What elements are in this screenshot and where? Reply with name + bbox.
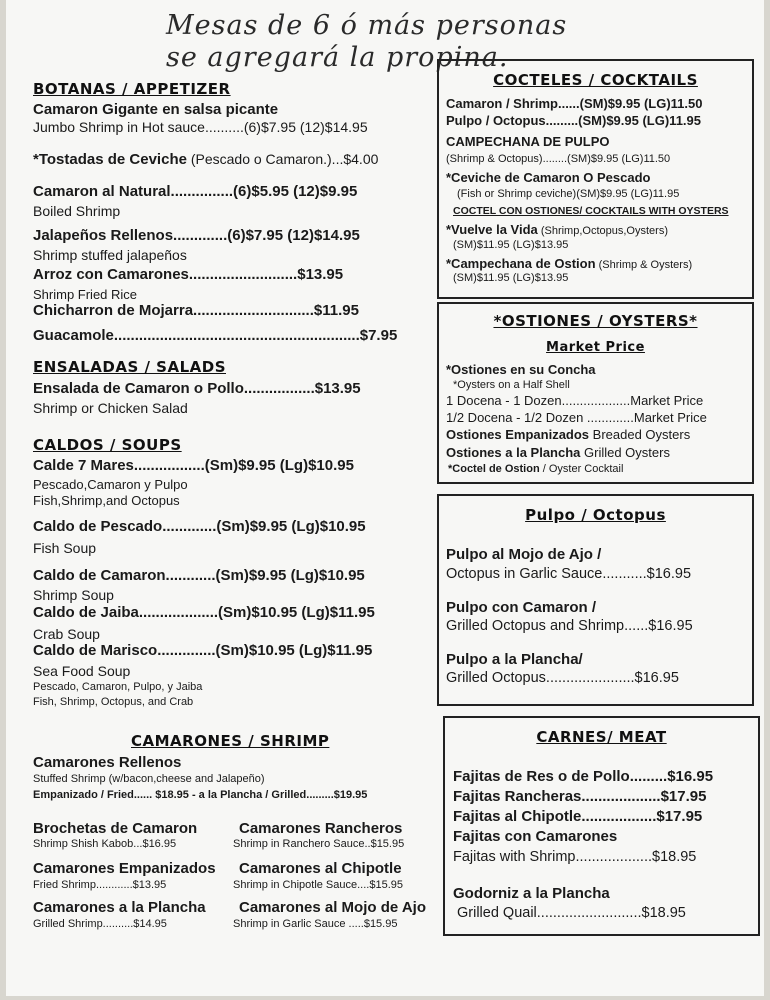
menu-item-name: Chicharron de Mojarra.............................$11.95 [33, 302, 359, 319]
menu-item-name: Calde 7 Mares.................(Sm)$9.95 (Lg)$10.95 [33, 457, 354, 474]
menu-item-name: Camarones al Chipotle [239, 860, 402, 877]
menu-item-desc: Stuffed Shrimp (w/bacon,cheese and Jalapeño) [33, 773, 265, 785]
menu-item-name: *Tostadas de Ceviche [33, 151, 187, 168]
menu-item-desc: Grilled Shrimp..........$14.95 [33, 918, 167, 930]
menu-item-row: 1 Docena - 1 Dozen...................Market Price [446, 393, 704, 408]
shrimp-heading: CAMARONES / SHRIMP [131, 732, 330, 750]
menu-item-name: Caldo de Jaiba...................(Sm)$10.95 (Lg)$11.95 [33, 604, 375, 621]
menu-item-row: Pulpo / Octopus.........(SM)$9.95 (LG)11.95 [446, 113, 701, 128]
menu-item-desc: Grilled Octopus......................$16.95 [446, 670, 679, 686]
menu-item-row [448, 463, 623, 475]
menu-item-row: *Ceviche de Camaron O Pescado [446, 170, 651, 185]
menu-item-desc: Pescado, Camaron, Pulpo, y Jaiba [33, 681, 203, 693]
menu-item-name: Godorniz a la Plancha [453, 885, 610, 902]
menu-item-name: Ostiones a la Plancha [446, 445, 581, 460]
meat-box [443, 716, 760, 936]
menu-item-row: CAMPECHANA DE PULPO [446, 134, 610, 149]
menu-item-name: Camarones a la Plancha [33, 899, 206, 916]
menu-item-price: (Pescado o Camaron.)...$4.00 [186, 151, 379, 167]
menu-item-price: Empanizado / Fried...... $18.95 - a la Plancha / Grilled.........$19.95 [33, 789, 368, 801]
menu-item-desc: Breaded Oysters [589, 427, 691, 442]
menu-item-desc: Shrimp in Garlic Sauce .....$15.95 [233, 918, 398, 930]
handwritten-note-line2: se agregará la propina. [166, 42, 509, 73]
menu-item-desc: Fish,Shrimp,and Octopus [33, 493, 180, 508]
menu-item-name: Fajitas al Chipotle..................$17.95 [453, 808, 703, 825]
menu-item-row: (Shrimp & Octopus)........(SM)$9.95 (LG)11.50 [446, 153, 671, 165]
menu-item-name: Arroz con Camarones..........................$13.95 [33, 266, 344, 283]
menu-item-name: Camarones Empanizados [33, 860, 216, 877]
menu-item-row: 1/2 Docena - 1/2 Dozen .............Market Price [446, 410, 707, 425]
menu-item-name: Caldo de Marisco..............(Sm)$10.95 (Lg)$11.95 [33, 642, 373, 659]
menu-item-row: (SM)$11.95 (LG)$13.95 [453, 239, 569, 251]
cocktails-box [437, 59, 754, 299]
menu-item-name: Camaron al Natural...............(6)$5.95 (12)$9.95 [33, 183, 358, 200]
menu-item-desc: (Shrimp & Oysters) [595, 259, 693, 271]
menu-item-desc: Fried Shrimp............$13.95 [33, 879, 167, 891]
menu-item-name: Camaron Gigante en salsa picante [33, 101, 279, 118]
menu-item-row: (SM)$11.95 (LG)$13.95 [453, 272, 569, 284]
menu-item-desc: Fish, Shrimp, Octopus, and Crab [33, 696, 194, 708]
menu-item-name: *Campechana de Ostion [446, 256, 596, 271]
octopus-heading: Pulpo / Octopus [525, 506, 666, 524]
menu-item-desc: Shrimp in Chipotle Sauce....$15.95 [233, 879, 403, 891]
menu-item-name: *Ostiones en su Concha [446, 362, 596, 377]
salads-heading: ENSALADAS / SALADS [33, 358, 226, 376]
menu-item-row [33, 151, 378, 168]
menu-item-name: Camarones Rancheros [239, 820, 403, 837]
menu-item-name: Caldo de Camaron............(Sm)$9.95 (Lg)$10.95 [33, 567, 365, 584]
menu-item-row [446, 255, 692, 271]
menu-item-desc: Fajitas with Shrimp...................$18.95 [453, 849, 697, 865]
menu-item-name: Ostiones Empanizados [446, 427, 590, 442]
oyster-cocktail-subheading: COCTEL CON OSTIONES/ COCKTAILS WITH OYSTERS [453, 205, 729, 217]
menu-item-name: Pulpo al Mojo de Ajo / [446, 546, 602, 563]
menu-item-desc: Crab Soup [33, 626, 100, 642]
menu-item-name: Pulpo a la Plancha/ [446, 651, 583, 668]
menu-item-name: Fajitas Rancheras...................$17.95 [453, 788, 707, 805]
cocktails-heading: COCTELES / COCKTAILS [493, 71, 698, 89]
meat-heading: CARNES/ MEAT [536, 728, 667, 746]
menu-item-name: Brochetas de Camaron [33, 820, 198, 837]
menu-item-name: *Coctel de Ostion [448, 463, 540, 475]
menu-page [6, 0, 764, 996]
menu-item-desc: Shrimp stuffed jalapeños [33, 247, 187, 263]
menu-item-desc: Octopus in Garlic Sauce...........$16.95 [446, 566, 692, 582]
menu-item-row [446, 221, 668, 237]
menu-item-desc: Shrimp Soup [33, 587, 114, 603]
menu-item-desc: Sea Food Soup [33, 663, 131, 679]
menu-item-row: Camaron / Shrimp......(SM)$9.95 (LG)11.50 [446, 96, 703, 111]
menu-item-desc: *Oysters on a Half Shell [453, 379, 570, 391]
menu-item-desc: Shrimp Shish Kabob...$16.95 [33, 838, 177, 850]
menu-item-name: Camarones al Mojo de Ajo [239, 899, 426, 916]
soups-heading: CALDOS / SOUPS [33, 436, 182, 454]
menu-item-row: (Fish or Shrimp ceviche)(SM)$9.95 (LG)11.95 [457, 188, 680, 200]
menu-item-desc: Jumbo Shrimp in Hot sauce..........(6)$7.95 (12)$14.95 [33, 119, 368, 135]
menu-item-desc: Fish Soup [33, 540, 97, 556]
menu-item-row [446, 445, 670, 460]
handwritten-note-line1: Mesas de 6 ó más personas [166, 10, 568, 41]
menu-item-name: Fajitas de Res o de Pollo.........$16.95 [453, 768, 714, 785]
menu-item-desc: Boiled Shrimp [33, 203, 121, 219]
menu-item-name: *Vuelve la Vida [446, 222, 538, 237]
market-price-subheading: Market Price [546, 340, 645, 355]
menu-item-desc: Grilled Oysters [580, 445, 670, 460]
menu-item-desc: Shrimp in Ranchero Sauce..$15.95 [233, 838, 405, 850]
oysters-heading: *OSTIONES / OYSTERS* [493, 312, 698, 330]
menu-item-name: Guacamole...........................................................$7.95 [33, 327, 398, 344]
menu-item-desc: / Oyster Cocktail [539, 463, 624, 475]
menu-item-desc: Shrimp or Chicken Salad [33, 400, 188, 416]
menu-item-row [446, 427, 690, 442]
menu-item-name: Ensalada de Camaron o Pollo.................$13.95 [33, 380, 361, 397]
menu-item-name: Camarones Rellenos [33, 754, 182, 771]
menu-item-name: Caldo de Pescado.............(Sm)$9.95 (Lg)$10.95 [33, 518, 366, 535]
menu-item-desc: (Shrimp,Octopus,Oysters) [537, 225, 668, 237]
oysters-box [437, 302, 754, 484]
menu-item-name: Fajitas con Camarones [453, 828, 618, 845]
octopus-box [437, 494, 754, 706]
menu-item-name: Pulpo con Camaron / [446, 599, 597, 616]
menu-item-desc: Grilled Octopus and Shrimp......$16.95 [446, 618, 693, 634]
menu-item-desc: Pescado,Camaron y Pulpo [33, 477, 188, 492]
menu-item-desc: Shrimp Fried Rice [33, 287, 138, 302]
menu-item-name: Jalapeños Rellenos.............(6)$7.95 (12)$14.95 [33, 227, 360, 244]
menu-item-desc: Grilled Quail..........................$18.95 [457, 905, 686, 921]
appetizer-heading: BOTANAS / APPETIZER [33, 80, 231, 98]
